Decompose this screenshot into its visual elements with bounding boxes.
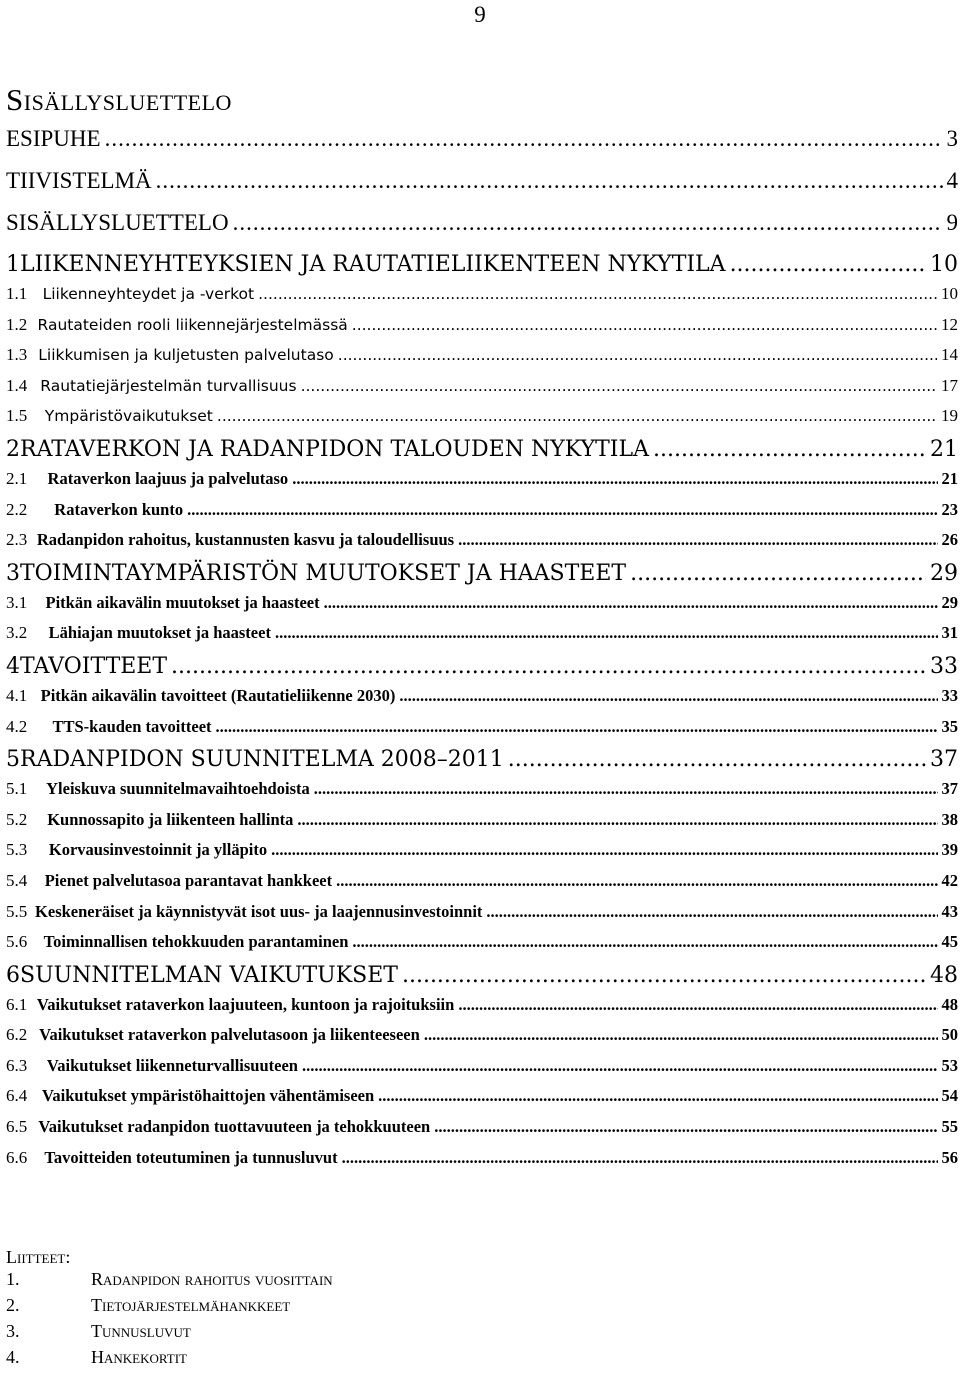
appendix-number: 1.	[6, 1269, 20, 1289]
entry-number: 5.2	[6, 809, 28, 829]
entry-page: 48	[930, 962, 958, 988]
entry-page: 39	[941, 840, 958, 860]
appendix-item	[6, 1269, 333, 1295]
entry-title: TTS-kauden tavoitteet	[52, 716, 212, 736]
entry-title: Rautatiejärjestelmän turvallisuus	[40, 376, 297, 395]
toc-entry-section[interactable]	[6, 315, 958, 346]
entry-number: 5.6	[6, 932, 28, 952]
entry-title: Liikenneyhteydet ja -verkot	[42, 285, 255, 303]
entry-title: Liikkumisen ja kuljetusten palvelutaso	[38, 346, 334, 365]
entry-title: RADANPIDON SUUNNITELMA 2008–2011	[20, 747, 504, 773]
dot-leader	[258, 285, 937, 303]
entry-title: Rautateiden rooli liikennejärjestelmässä	[37, 315, 348, 334]
entry-page: 38	[941, 809, 958, 829]
entry-page: 54	[941, 1086, 958, 1106]
toc-entry-section[interactable]	[6, 717, 958, 748]
entry-number: 6.2	[6, 1025, 28, 1045]
toc-entry-section[interactable]	[6, 469, 958, 500]
page-title: Sisällysluettelo	[6, 82, 232, 117]
toc-entry-chapter[interactable]	[6, 561, 958, 593]
entry-number: 1.2	[6, 314, 28, 334]
entry-page: 33	[930, 653, 958, 679]
entry-title: Keskeneräiset ja käynnistyvät isot uus- ja laajennusinvestoinnit	[35, 901, 483, 921]
dot-leader	[630, 561, 926, 586]
entry-page: 29	[930, 560, 958, 586]
entry-page: 53	[941, 1055, 958, 1075]
dot-leader	[301, 377, 937, 395]
toc-entry-section[interactable]	[6, 406, 958, 437]
entry-title: Vaikutukset radanpidon tuottavuuteen ja tehokkuuteen	[38, 1117, 431, 1137]
dot-leader	[378, 1086, 937, 1106]
dot-leader	[297, 810, 937, 830]
entry-page: 29	[941, 592, 958, 612]
entry-page: 56	[941, 1147, 958, 1167]
entry-number: 1	[6, 252, 20, 277]
appendix-heading: Liitteet:	[6, 1247, 71, 1267]
toc-entry-section[interactable]	[6, 902, 958, 933]
appendix-item	[6, 1321, 333, 1347]
entry-page: 21	[930, 436, 958, 462]
dot-leader	[171, 654, 926, 679]
entry-title: Rataverkon kunto	[54, 499, 184, 519]
entry-page: 12	[941, 314, 958, 334]
dot-leader	[352, 932, 937, 952]
entry-page: 35	[941, 716, 958, 736]
entry-title: LIIKENNEYHTEYKSIEN JA RAUTATIELIIKENTEEN NYKYTILA	[20, 252, 726, 277]
appendix-title: Radanpidon rahoitus vuosittain	[91, 1269, 333, 1289]
entry-number: 5.4	[6, 870, 28, 890]
entry-page: 45	[941, 932, 958, 952]
dot-leader	[292, 469, 937, 489]
dot-leader	[302, 1056, 938, 1076]
entry-number: 6.4	[6, 1086, 28, 1106]
toc-entry-section[interactable]	[6, 932, 958, 963]
dot-leader	[458, 995, 937, 1015]
toc-entry-section[interactable]	[6, 810, 958, 841]
entry-title: Lähiajan muutokset ja haasteet	[48, 623, 271, 643]
entry-title: ESIPUHE	[6, 126, 101, 151]
dot-leader	[730, 252, 926, 277]
dot-leader	[216, 717, 938, 737]
dot-leader	[187, 500, 937, 520]
entry-title: TAVOITTEET	[20, 653, 168, 679]
toc-entry-section[interactable]	[6, 1148, 958, 1179]
dot-leader	[399, 686, 937, 706]
entry-title: Vaikutukset rataverkon laajuuteen, kuntoon ja rajoituksiin	[36, 994, 455, 1014]
dot-leader	[105, 126, 943, 152]
entry-page: 43	[941, 901, 958, 921]
entry-number: 5.5	[6, 901, 28, 921]
dot-leader	[271, 840, 937, 860]
toc-entry-section[interactable]	[6, 1025, 958, 1056]
entry-page: 3	[946, 126, 958, 151]
entry-page: 55	[941, 1117, 958, 1137]
dot-leader	[653, 437, 926, 462]
entry-page: 17	[941, 375, 958, 395]
entry-title: Yleiskuva suunnitelmavaihtoehdoista	[46, 779, 310, 799]
entry-page: 10	[930, 252, 958, 277]
dot-leader	[402, 963, 926, 988]
toc-entry-section[interactable]	[6, 500, 958, 531]
entry-title: Vaikutukset rataverkon palvelutasoon ja liikenteeseen	[39, 1025, 420, 1045]
entry-number: 4.1	[6, 685, 28, 705]
toc-entry-section[interactable]	[6, 995, 958, 1026]
entry-title: Kunnossapito ja liikenteen hallinta	[47, 809, 294, 829]
dot-leader	[352, 316, 937, 334]
entry-title: Ympäristövaikutukset	[44, 407, 213, 426]
appendix-number: 4.	[6, 1347, 20, 1367]
table-of-contents	[6, 126, 958, 1178]
entry-title: Toiminnallisen tehokkuuden parantaminen	[43, 932, 349, 952]
dot-leader	[434, 1117, 937, 1137]
toc-entry-chapter[interactable]	[6, 747, 958, 779]
appendix-item	[6, 1295, 333, 1321]
entry-number: 3.1	[6, 592, 28, 612]
entry-number: 6	[6, 962, 20, 988]
entry-title: Rataverkon laajuus ja palvelutaso	[47, 468, 289, 488]
entry-page: 31	[941, 623, 958, 643]
dot-leader	[275, 623, 938, 643]
entry-title: Korvausinvestoinnit ja ylläpito	[48, 840, 268, 860]
toc-entry-front[interactable]	[6, 168, 958, 210]
entry-page: 50	[941, 1025, 958, 1045]
toc-entry-section[interactable]	[6, 376, 958, 407]
toc-entry-section[interactable]	[6, 1117, 958, 1148]
dot-leader	[324, 593, 938, 613]
page-number: 9	[474, 2, 486, 27]
dot-leader	[342, 1148, 938, 1168]
entry-title: SUUNNITELMAN VAIKUTUKSET	[20, 962, 398, 988]
entry-title: Vaikutukset ympäristöhaittojen vähentämiseen	[42, 1086, 375, 1106]
entry-number: 1.4	[6, 375, 28, 395]
dot-leader	[156, 168, 943, 194]
appendix-list	[6, 1247, 333, 1373]
toc-entry-section[interactable]	[6, 686, 958, 717]
entry-page: 9	[946, 210, 958, 235]
dot-leader	[217, 407, 937, 425]
entry-title: TIIVISTELMÄ	[6, 168, 152, 193]
entry-page: 26	[941, 530, 958, 550]
entry-page: 37	[930, 747, 958, 773]
toc-entry-section[interactable]	[6, 345, 958, 376]
toc-entry-front[interactable]	[6, 126, 958, 168]
entry-number: 6.6	[6, 1147, 28, 1167]
entry-title: TOIMINTAYMPÄRISTÖN MUUTOKSET JA HAASTEET	[20, 560, 627, 586]
appendix-number: 3.	[6, 1321, 20, 1341]
entry-page: 48	[941, 994, 958, 1014]
entry-number: 3.2	[6, 623, 28, 643]
entry-title: Radanpidon rahoitus, kustannusten kasvu ja taloudellisuus	[36, 530, 455, 550]
toc-entry-front[interactable]	[6, 210, 958, 252]
toc-entry-chapter[interactable]	[6, 252, 958, 284]
entry-page: 33	[941, 685, 958, 705]
entry-number: 5.1	[6, 779, 28, 799]
entry-title: Vaikutukset liikenneturvallisuuteen	[46, 1055, 298, 1075]
entry-title: Pienet palvelutasoa parantavat hankkeet	[44, 870, 333, 890]
entry-title: Pitkän aikavälin muutokset ja haasteet	[45, 592, 320, 612]
toc-entry-section[interactable]	[6, 530, 958, 561]
entry-number: 2.3	[6, 530, 28, 550]
toc-entry-section[interactable]	[6, 779, 958, 810]
entry-number: 1.1	[6, 284, 28, 303]
entry-number: 4.2	[6, 716, 28, 736]
appendix-item	[6, 1347, 333, 1373]
toc-entry-section[interactable]	[6, 284, 958, 315]
dot-leader	[508, 747, 926, 772]
entry-number: 2.1	[6, 468, 28, 488]
entry-number: 1.3	[6, 345, 28, 365]
entry-number: 5.3	[6, 840, 28, 860]
entry-number: 1.5	[6, 406, 28, 426]
entry-number: 5	[6, 747, 20, 773]
entry-title: RATAVERKON JA RADANPIDON TALOUDEN NYKYTILA	[20, 436, 649, 462]
entry-page: 21	[941, 468, 958, 488]
entry-title: Pitkän aikavälin tavoitteet (Rautatieliikenne 2030)	[40, 685, 396, 705]
toc-entry-section[interactable]	[6, 871, 958, 902]
dot-leader	[233, 210, 943, 236]
entry-number: 4	[6, 653, 20, 679]
appendix-title: Tietojärjestelmähankkeet	[91, 1295, 291, 1315]
toc-entry-section[interactable]	[6, 1056, 958, 1087]
dot-leader	[314, 779, 938, 799]
entry-page: 4	[946, 168, 958, 193]
entry-number: 3	[6, 560, 20, 586]
toc-entry-section[interactable]	[6, 1086, 958, 1117]
entry-number: 2	[6, 436, 20, 462]
toc-entry-section[interactable]	[6, 840, 958, 871]
entry-page: 37	[941, 779, 958, 799]
entry-number: 6.3	[6, 1055, 28, 1075]
entry-page: 19	[941, 406, 958, 426]
dot-leader	[486, 902, 937, 922]
dot-leader	[458, 530, 937, 550]
dot-leader	[338, 346, 937, 364]
entry-page: 42	[941, 870, 958, 890]
toc-entry-chapter[interactable]	[6, 437, 958, 469]
appendix-title: Hankekortit	[91, 1347, 187, 1367]
entry-number: 6.1	[6, 994, 28, 1014]
entry-page: 14	[941, 345, 958, 365]
entry-page: 10	[941, 284, 958, 303]
toc-entry-chapter[interactable]	[6, 654, 958, 686]
entry-number: 2.2	[6, 499, 28, 519]
appendix-number: 2.	[6, 1295, 20, 1315]
entry-title: SISÄLLYSLUETTELO	[6, 210, 229, 235]
dot-leader	[424, 1025, 938, 1045]
dot-leader	[336, 871, 937, 891]
entry-number: 6.5	[6, 1117, 28, 1137]
toc-entry-section[interactable]	[6, 623, 958, 654]
entry-title: Tavoitteiden toteutuminen ja tunnusluvut	[44, 1147, 338, 1167]
appendix-title: Tunnusluvut	[91, 1321, 191, 1341]
entry-page: 23	[941, 499, 958, 519]
toc-entry-chapter[interactable]	[6, 963, 958, 995]
toc-entry-section[interactable]	[6, 593, 958, 624]
